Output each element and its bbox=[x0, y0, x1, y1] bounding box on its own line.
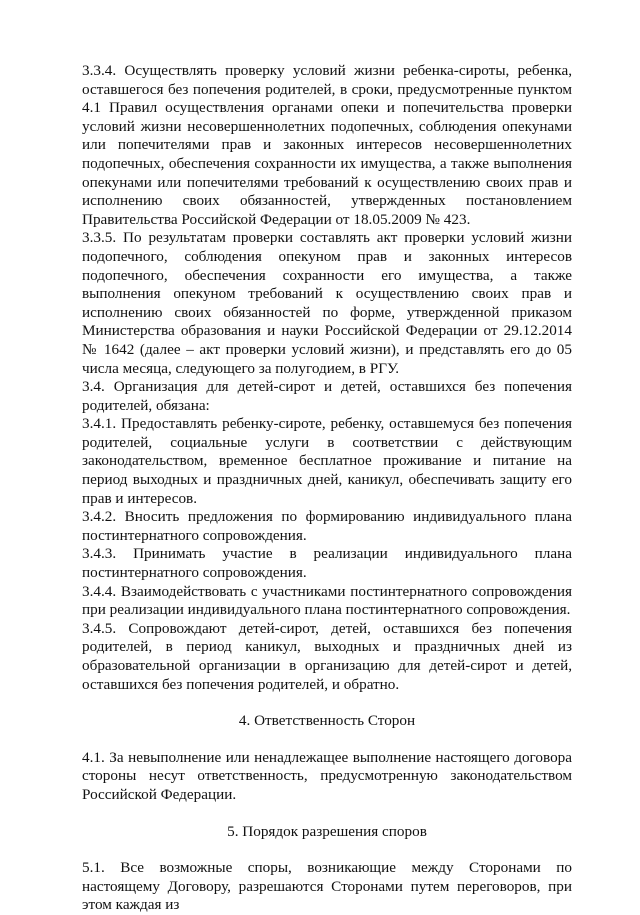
paragraph-3-4: 3.4. Организация для детей-сирот и детей, оставшихся без попечения родителей, обязана: bbox=[82, 378, 572, 414]
paragraph-3-4-4: 3.4.4. Взаимодействовать с участниками постинтернатного сопровождения при реализации индивидуального плана постинтернатного сопровождения. bbox=[82, 582, 572, 619]
document-body bbox=[82, 62, 572, 915]
section-4-heading: 4. Ответственность Сторон bbox=[238, 712, 416, 730]
spacer bbox=[82, 841, 572, 859]
section-5-heading: 5. Порядок разрешения споров bbox=[227, 822, 427, 840]
spacer bbox=[82, 694, 572, 712]
paragraph-3-4-5: 3.4.5. Сопровождают детей-сирот, детей, оставшихся без попечения родителей, в период каникул, выходных и праздничных дней из образовательной организации в организацию для детей-сирот и детей, оставшихся без попечения родителей, и обратно. bbox=[82, 619, 572, 693]
spacer bbox=[82, 805, 572, 823]
paragraph-3-4-1: 3.4.1. Предоставлять ребенку-сироте, ребенку, оставшемуся без попечения родителей, социальные услуги в соответствии с действующим законодательством, временное бесплатное проживание и питание на период выходных и праздничных дней, каникул, обеспечивать защиту его прав и интересов. bbox=[82, 415, 572, 507]
paragraph-4-1: 4.1. За невыполнение или ненадлежащее выполнение настоящего договора стороны несут ответственность, предусмотренную законодательством Российской Федерации. bbox=[82, 748, 572, 803]
paragraph-3-3-4: 3.3.4. Осуществлять проверку условий жизни ребенка-сироты, ребенка, оставшегося без попечения родителей, в сроки, предусмотренные пунктом 4.1 Правил осуществления органами опеки и попечительства проверки условий жизни несовершеннолетних подопечных, соблюдения опекунами или попечителями прав и законных интересов несовершеннолетних подопечных, обеспечения сохранности их имущества, а также выполнения опекунами или попечителями требований к осуществлению своих прав и исполнению своих обязанностей, утвержденных постановлением Правительства Российской Федерации от 18.05.2009 № 423. bbox=[82, 62, 572, 228]
spacer bbox=[82, 731, 572, 749]
paragraph-5-1: 5.1. Все возможные споры, возникающие между Сторонами по настоящему Договору, разрешаются Сторонами путем переговоров, при этом каждая из bbox=[82, 859, 572, 914]
paragraph-3-4-2: 3.4.2. Вносить предложения по формированию индивидуального плана постинтернатного сопровождения. bbox=[82, 508, 572, 544]
paragraph-3-4-3: 3.4.3. Принимать участие в реализации индивидуального плана постинтернатного сопровождения. bbox=[82, 545, 572, 582]
paragraph-3-3-5: 3.3.5. По результатам проверки составлять акт проверки условий жизни подопечного, соблюдения опекуном прав и законных интересов подопечного, обеспечения сохранности его имущества, а также выполнения опекуном требований к осуществлению своих прав и исполнению своих обязанностей по форме, утвержденной приказом Министерства образования и науки Российской Федерации от 29.12.2014 № 1642 (далее – акт проверки условий жизни), и представлять его до 05 числа месяца, следующего за полугодием, в РГУ. bbox=[82, 229, 572, 377]
